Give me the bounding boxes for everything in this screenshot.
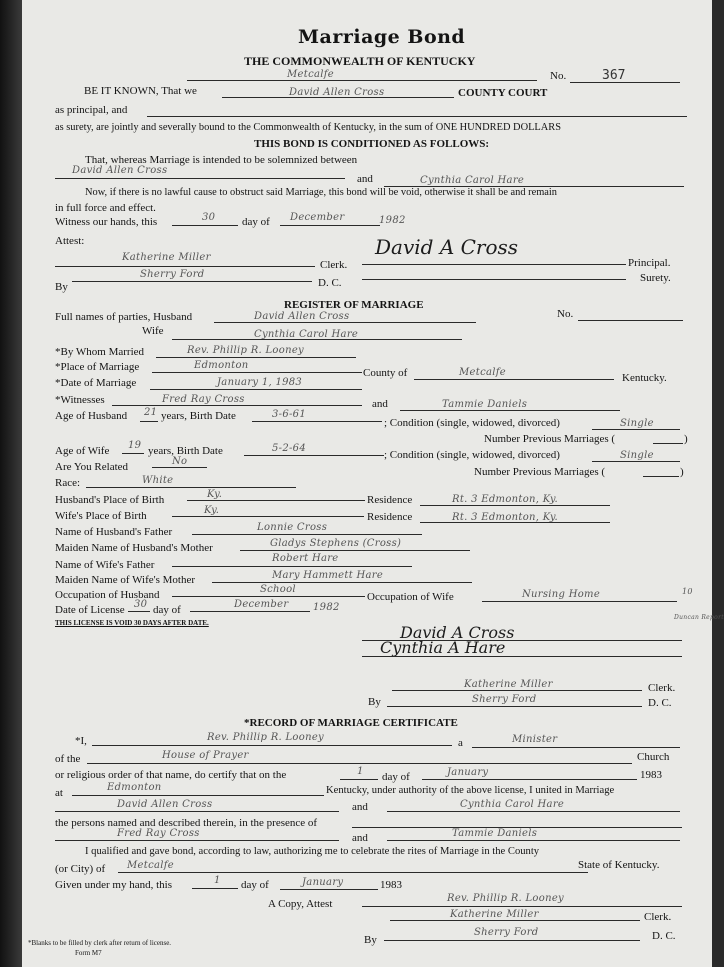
- register-no-line: [578, 320, 683, 321]
- cert-given-day: 1: [214, 875, 221, 886]
- cert-given-year: 1983: [380, 879, 402, 891]
- cert-city-line: [118, 872, 588, 873]
- race-value: White: [142, 475, 174, 486]
- related-line: [152, 467, 207, 468]
- cert-by-label: By: [364, 934, 377, 946]
- cert-form-number: Form M7: [75, 949, 102, 957]
- years-birth-wife-label: years, Birth Date: [148, 445, 223, 457]
- whereas-text: That, whereas Marriage is intended to be solemnized between: [85, 154, 358, 166]
- date-marriage-line: [150, 389, 362, 390]
- cert-at-place: Edmonton: [107, 782, 162, 793]
- husband-residence-label: Residence: [367, 494, 413, 506]
- county-court-label: COUNTY COURT: [458, 87, 548, 99]
- prev-marriages-wife-label: Number Previous Marriages (: [474, 466, 606, 478]
- bond-year: 1982: [379, 215, 406, 226]
- witness2-line: [400, 410, 620, 411]
- husband-sig-line: [362, 640, 682, 641]
- by-whom-value: Rev. Phillip R. Looney: [187, 345, 304, 356]
- cert-dc-label: D. C.: [652, 930, 676, 942]
- bond-number-label: No.: [550, 70, 567, 82]
- cert-witness1-line: [55, 840, 339, 841]
- party1-line: [55, 178, 345, 179]
- surety-text: as surety, are jointly and severally bound to the Commonwealth of Kentucky, in the sum of ONE HUNDRED DOLLARS: [55, 122, 561, 133]
- cert-dc-name: Sherry Ford: [474, 927, 539, 938]
- cert-given-month: January: [302, 877, 344, 888]
- bond-month: December: [290, 212, 345, 223]
- witness1-line: [112, 405, 362, 406]
- register-no-label: No.: [557, 308, 574, 320]
- cert-at-label: at: [55, 787, 63, 799]
- day-of-label: day of: [242, 216, 270, 228]
- bond-number: 367: [602, 68, 626, 83]
- cert-qualified-text: I qualified and gave bond, according to law, authorizing me to celebrate the rites of Marriage in the County: [85, 846, 540, 857]
- date-marriage-label: *Date of Marriage: [55, 377, 137, 389]
- husband-father-label: Name of Husband's Father: [55, 526, 173, 538]
- register-witness1: Fred Ray Cross: [162, 394, 245, 405]
- cert-day-line: [340, 779, 378, 780]
- cert-city-label: (or City) of: [55, 863, 106, 875]
- register-heading: REGISTER OF MARRIAGE: [284, 299, 424, 311]
- prev-marriages-husband-label: Number Previous Marriages (: [484, 433, 616, 445]
- wife-father-line: [172, 566, 412, 567]
- cert-groom: David Allen Cross: [117, 799, 213, 810]
- cert-certify-text: or religious order of that name, do certify that on the: [55, 769, 287, 781]
- register-by-label: By: [368, 696, 381, 708]
- cert-month: January: [447, 767, 489, 778]
- cert-day: 1: [357, 766, 364, 777]
- wife-father-label: Name of Wife's Father: [55, 559, 155, 571]
- cert-footnote: *Blanks to be filled by clerk after return of license.: [28, 939, 172, 947]
- cert-minister-sig-line: [362, 906, 682, 907]
- age-wife: 19: [128, 440, 142, 451]
- license-day-of: day of: [153, 604, 181, 616]
- husband-occupation-line: [172, 596, 365, 597]
- license-month-line: [190, 611, 310, 612]
- husband-name: David Allen Cross: [254, 311, 350, 322]
- book-binding-edge: [0, 0, 22, 967]
- cert-given-month-line: [280, 889, 378, 890]
- as-principal-text: as principal, and: [55, 104, 128, 116]
- condition-wife-line: [592, 461, 680, 462]
- prev-marriages-wife-close: ): [680, 466, 684, 478]
- margin-note-2: Duncan Report: [674, 614, 724, 621]
- wife-birthplace-label: Wife's Place of Birth: [55, 510, 147, 522]
- by-whom-line: [156, 357, 356, 358]
- husband-birthplace-label: Husband's Place of Birth: [55, 494, 165, 506]
- wife-residence: Rt. 3 Edmonton, Ky.: [452, 512, 558, 523]
- age-husband: 21: [144, 407, 158, 418]
- wife-mother: Mary Hammett Hare: [272, 570, 384, 581]
- cert-given-text: Given under my hand, this: [55, 879, 173, 891]
- commonwealth-heading: THE COMMONWEALTH OF KENTUCKY: [244, 54, 476, 68]
- husband-occupation-label: Occupation of Husband: [55, 589, 160, 601]
- husband-name-line: [214, 322, 476, 323]
- margin-note: 10: [682, 587, 693, 596]
- bond-day-line: [172, 225, 238, 226]
- cert-and-label: and: [352, 801, 368, 813]
- cert-clerk-line: [390, 920, 640, 921]
- cert-witness1: Fred Ray Cross: [117, 828, 200, 839]
- cert-kentucky-auth: Kentucky, under authority of the above license, I united in Marriage: [326, 785, 615, 796]
- cert-given-day-line: [192, 888, 238, 889]
- cert-title-line: [472, 747, 680, 748]
- husband-mother-line: [240, 550, 470, 551]
- bond-dc-name: Sherry Ford: [140, 269, 205, 280]
- witnesses-label: *Witnesses: [55, 394, 105, 406]
- cert-city: Metcalfe: [127, 860, 174, 871]
- principal-line-sig: [362, 264, 626, 265]
- husband-birthplace-line: [187, 500, 365, 501]
- conditioned-heading: THIS BOND IS CONDITIONED AS FOLLOWS:: [254, 138, 490, 150]
- date-marriage-value: January 1, 1983: [217, 377, 303, 388]
- cert-minister-sig: Rev. Phillip R. Looney: [447, 893, 564, 904]
- kentucky-label: Kentucky.: [622, 372, 667, 384]
- register-witness2: Tammie Daniels: [442, 399, 528, 410]
- license-day: 30: [134, 599, 148, 610]
- license-month: December: [234, 599, 289, 610]
- full-force-text: in full force and effect.: [55, 202, 156, 214]
- cert-witness-and: and: [352, 832, 368, 844]
- husband-father: Lonnie Cross: [257, 522, 328, 533]
- wife-residence-line: [420, 522, 610, 523]
- wife-occupation-label: Occupation of Wife: [367, 591, 454, 603]
- bond-day: 30: [202, 212, 216, 223]
- cert-i-label: *I,: [75, 735, 87, 747]
- bond-clerk-label: Clerk.: [320, 259, 348, 271]
- related-label: Are You Related: [55, 461, 129, 473]
- cert-title: Minister: [512, 734, 558, 745]
- years-birth-label: years, Birth Date: [161, 410, 236, 422]
- marriage-bond-document: [22, 0, 724, 967]
- county-line: [187, 80, 537, 81]
- prev-marriages-husband-close: ): [684, 433, 688, 445]
- witness-and-label: and: [372, 398, 388, 410]
- wife-mother-line: [212, 582, 472, 583]
- bond-dc-label: D. C.: [318, 277, 342, 289]
- cert-given-day-of: day of: [241, 879, 269, 891]
- cert-state-label: State of Kentucky.: [578, 859, 660, 871]
- principal-label: Principal.: [628, 257, 671, 269]
- certificate-heading: *RECORD OF MARRIAGE CERTIFICATE: [244, 717, 458, 729]
- wife-mother-label: Maiden Name of Wife's Mother: [55, 574, 196, 586]
- bond-clerk-name: Katherine Miller: [122, 252, 211, 263]
- husband-birthplace: Ky.: [207, 489, 223, 500]
- cert-clerk-name: Katherine Miller: [450, 909, 539, 920]
- wife-residence-label: Residence: [367, 511, 413, 523]
- party2-name: Cynthia Carol Hare: [420, 175, 525, 186]
- birth-husband: 3-6-61: [272, 409, 307, 420]
- principal-signature: David A Cross: [375, 235, 519, 259]
- register-clerk-label: Clerk.: [648, 682, 676, 694]
- and-label: and: [357, 173, 373, 185]
- wife-sig-line: [362, 656, 682, 657]
- by-whom-label: *By Whom Married: [55, 346, 145, 358]
- wife-birthplace: Ky.: [204, 505, 220, 516]
- condition-wife: Single: [620, 450, 654, 461]
- cert-bride: Cynthia Carol Hare: [460, 799, 565, 810]
- age-husband-line: [140, 421, 158, 422]
- cert-minister: Rev. Phillip R. Looney: [207, 732, 324, 743]
- principal-name: David Allen Cross: [289, 87, 385, 98]
- cert-groom-line: [55, 811, 339, 812]
- bond-month-line: [280, 225, 380, 226]
- cert-dc-line: [384, 940, 640, 941]
- wife-name: Cynthia Carol Hare: [254, 329, 359, 340]
- cert-church-line: [87, 763, 632, 764]
- cert-witness2: Tammie Daniels: [452, 828, 538, 839]
- surety-name-line: [147, 116, 687, 117]
- wife-birthplace-line: [172, 516, 364, 517]
- cert-persons-named: the persons named and described therein, in the presence of: [55, 817, 318, 829]
- husband-mother-label: Maiden Name of Husband's Mother: [55, 542, 213, 554]
- age-wife-line: [122, 453, 144, 454]
- condition-husband: Single: [620, 418, 654, 429]
- license-year: 1982: [313, 602, 340, 613]
- cert-church-name: House of Prayer: [162, 750, 249, 761]
- cert-day-of: day of: [382, 771, 410, 783]
- county-of-label: County of: [363, 367, 408, 379]
- husband-occupation: School: [260, 584, 296, 595]
- related-value: No: [172, 456, 188, 467]
- cert-at-line: [72, 795, 324, 796]
- husband-father-line: [192, 534, 422, 535]
- register-county: Metcalfe: [459, 367, 506, 378]
- cert-of-the: of the: [55, 753, 81, 765]
- prev-marriages-wife-line: [643, 476, 679, 477]
- witness-text: Witness our hands, this: [55, 216, 158, 228]
- bond-number-line: [570, 82, 680, 83]
- wife-father: Robert Hare: [272, 553, 339, 564]
- register-dc-line: [387, 706, 642, 707]
- register-dc-name: Sherry Ford: [472, 694, 537, 705]
- cert-witness2-line: [387, 840, 680, 841]
- cert-church-label: Church: [637, 751, 670, 763]
- age-wife-label: Age of Wife: [55, 445, 110, 457]
- bond-dc-line: [72, 281, 312, 282]
- age-husband-label: Age of Husband: [55, 410, 128, 422]
- husband-residence-line: [420, 505, 610, 506]
- surety-sig-line: [362, 279, 626, 280]
- license-day-line: [128, 611, 150, 612]
- place-value: Edmonton: [194, 360, 249, 371]
- cert-month-line: [422, 779, 637, 780]
- wife-label: Wife: [142, 325, 164, 337]
- race-label: Race:: [55, 477, 81, 489]
- bond-clerk-line: [55, 266, 315, 267]
- cert-bride-line: [387, 811, 680, 812]
- cert-year: 1983: [640, 769, 662, 781]
- place-label: *Place of Marriage: [55, 361, 140, 373]
- void-notice: THIS LICENSE IS VOID 30 DAYS AFTER DATE.: [55, 619, 209, 627]
- register-county-line: [414, 379, 614, 380]
- license-label: Date of License: [55, 604, 125, 616]
- condition-husband-label: ; Condition (single, widowed, divorced): [384, 417, 560, 429]
- county-handwritten: Metcalfe: [287, 69, 334, 80]
- document-title: Marriage Bond: [298, 26, 466, 48]
- cert-a-label: a: [458, 737, 463, 749]
- wife-occupation-line: [482, 601, 677, 602]
- cert-clerk-label: Clerk.: [644, 911, 672, 923]
- condition-husband-line: [592, 429, 680, 430]
- full-names-label: Full names of parties, Husband: [55, 311, 193, 323]
- birth-wife: 5-2-64: [272, 443, 307, 454]
- birth-husband-line: [252, 421, 382, 422]
- wife-signature: Cynthia A Hare: [380, 638, 506, 657]
- cert-copy-attest: A Copy, Attest: [268, 898, 333, 910]
- now-if-text: Now, if there is no lawful cause to obstruct said Marriage, this bond will be void, otherwise it shall be and remain: [85, 187, 557, 198]
- wife-name-line: [172, 339, 462, 340]
- party1-name: David Allen Cross: [72, 165, 168, 176]
- register-clerk-line: [392, 690, 642, 691]
- wife-occupation: Nursing Home: [522, 589, 601, 600]
- bond-by-label: By: [55, 281, 68, 293]
- attest-label: Attest:: [55, 235, 85, 247]
- race-line: [86, 487, 296, 488]
- husband-signature: David A Cross: [400, 623, 515, 642]
- birth-wife-line: [244, 455, 384, 456]
- register-clerk-name: Katherine Miller: [464, 679, 553, 690]
- register-dc-label: D. C.: [648, 697, 672, 709]
- condition-wife-label: ; Condition (single, widowed, divorced): [384, 449, 560, 461]
- place-line: [152, 372, 362, 373]
- surety-label: Surety.: [640, 272, 671, 284]
- husband-mother: Gladys Stephens (Cross): [270, 538, 402, 549]
- prev-marriages-husband-line: [653, 443, 683, 444]
- be-it-known-text: BE IT KNOWN, That we: [84, 85, 197, 97]
- cert-minister-line: [92, 745, 452, 746]
- husband-residence: Rt. 3 Edmonton, Ky.: [452, 494, 558, 505]
